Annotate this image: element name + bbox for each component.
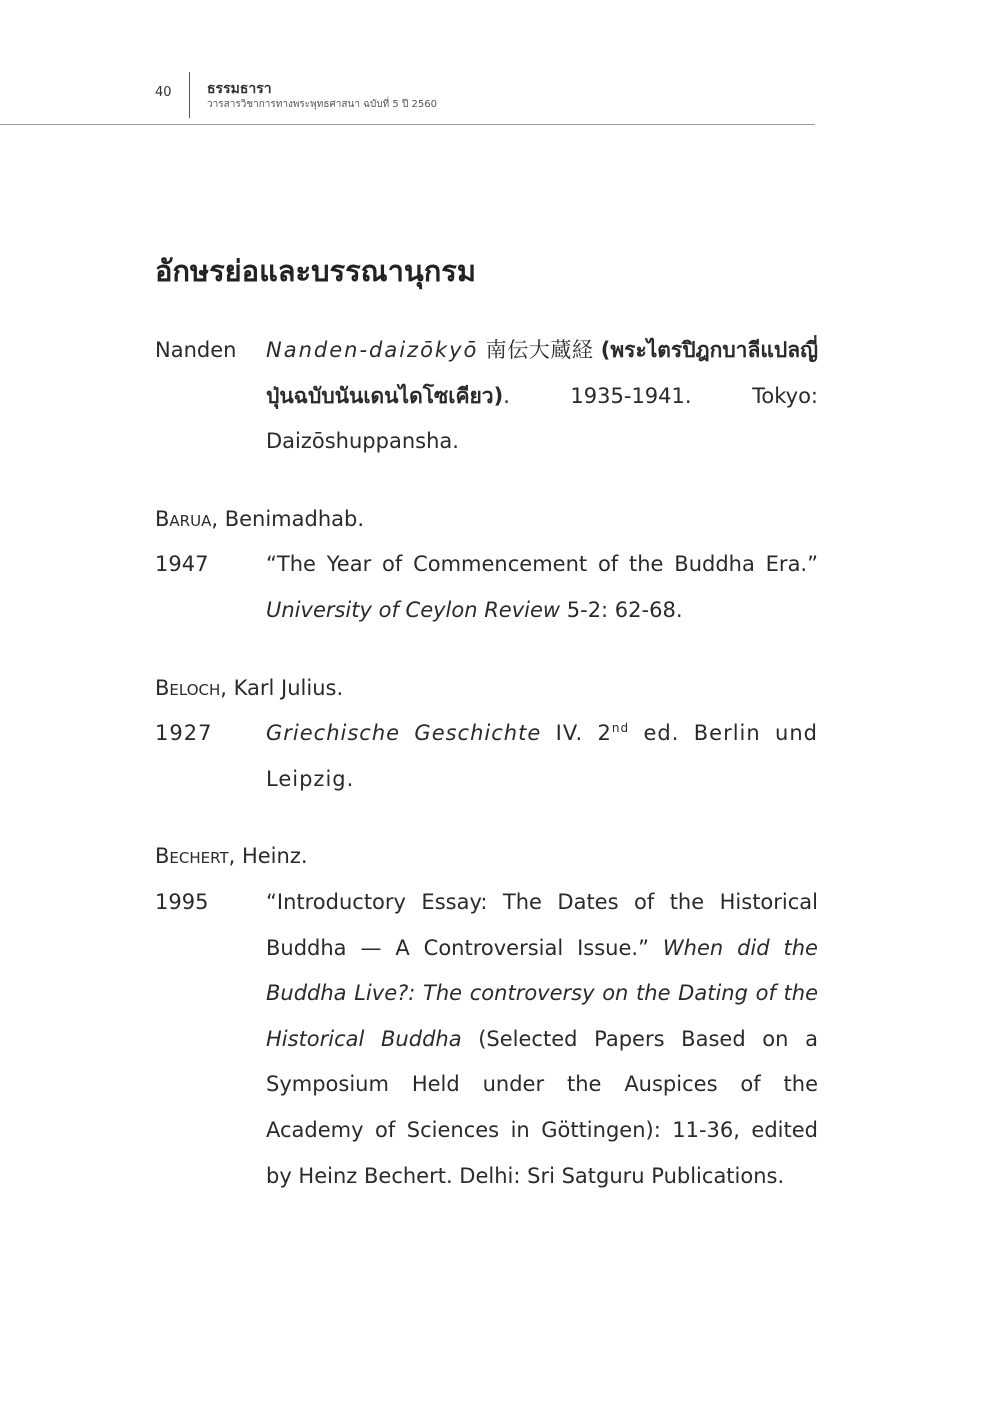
entry-body bbox=[266, 890, 818, 1188]
author-given-name: , Benimadhab. bbox=[211, 506, 365, 531]
page-header bbox=[0, 0, 1000, 126]
bib-entry-nanden bbox=[155, 328, 818, 465]
author-surname-initial: B bbox=[155, 675, 170, 700]
publication-info: (Selected Papers Based on a Symposium Held under the Auspices of the Academy of Sciences in Göttingen): 11-36, edited by Heinz Bechert. Delhi: Sri Satguru Publications. bbox=[266, 1026, 818, 1188]
entry-body bbox=[266, 552, 818, 622]
header-divider bbox=[189, 72, 190, 118]
author-surname-initial: B bbox=[155, 844, 170, 869]
author-surname-rest: echert bbox=[169, 844, 229, 869]
article-title: “Introductory Essay: The Dates of the Historical Buddha — A Controversial Issue.” bbox=[266, 889, 818, 960]
bibliography bbox=[155, 328, 818, 1199]
work-title: Nanden-daizōkyō bbox=[266, 338, 479, 362]
author-heading bbox=[155, 666, 818, 712]
publication-info: . 1935-1941. Tokyo: Daizōshuppansha. bbox=[266, 383, 818, 454]
bib-entry bbox=[155, 880, 818, 1199]
book-title: Griechische Geschichte bbox=[266, 721, 542, 746]
author-given-name: , Karl Julius. bbox=[220, 675, 344, 700]
abbreviation-key: Nanden bbox=[155, 338, 237, 362]
publication-info: 5-2: 62-68. bbox=[560, 597, 683, 622]
author-given-name: , Heinz. bbox=[228, 844, 308, 869]
thai-gloss: (พระไตรปิฎกบาลีแปลญี่ปุ่นฉบับนันเดนไดโซเคียว) bbox=[266, 338, 818, 408]
header-rule bbox=[0, 124, 815, 125]
entry-year: 1995 bbox=[155, 889, 209, 914]
bib-entry bbox=[155, 542, 818, 633]
page-number: 40 bbox=[155, 85, 172, 100]
entry-body bbox=[266, 338, 818, 453]
edition-superscript: nd bbox=[611, 721, 630, 736]
author-heading bbox=[155, 497, 818, 543]
edition-text: IV. 2 bbox=[541, 721, 612, 746]
article-title: “The Year of Commencement of the Buddha Era.” bbox=[266, 552, 818, 577]
entry-body bbox=[266, 721, 818, 791]
journal-subtitle: วารสารวิชาการทางพระพุทธศาสนา ฉบับที่ 5 ปี 2560 bbox=[207, 99, 437, 110]
journal-name: ธรรมธารา bbox=[207, 81, 272, 97]
author-surname-rest: arua bbox=[169, 506, 212, 531]
publication-info: ed. Berlin und Leipzig. bbox=[266, 721, 818, 791]
journal-title: University of Ceylon Review bbox=[266, 597, 561, 622]
book-title: When did the Buddha Live?: The controversy on the Dating of the Historical Buddha bbox=[266, 935, 818, 1051]
bib-entry bbox=[155, 711, 818, 802]
section-title: อักษรย่อและบรรณานุกรม bbox=[155, 254, 476, 288]
entry-year: 1927 bbox=[155, 721, 213, 746]
author-surname-rest: eloch bbox=[169, 675, 221, 700]
author-heading bbox=[155, 834, 818, 880]
author-surname-initial: B bbox=[155, 506, 170, 531]
cjk-title: 南伝大蔵経 bbox=[485, 338, 594, 362]
entry-year: 1947 bbox=[155, 552, 209, 577]
